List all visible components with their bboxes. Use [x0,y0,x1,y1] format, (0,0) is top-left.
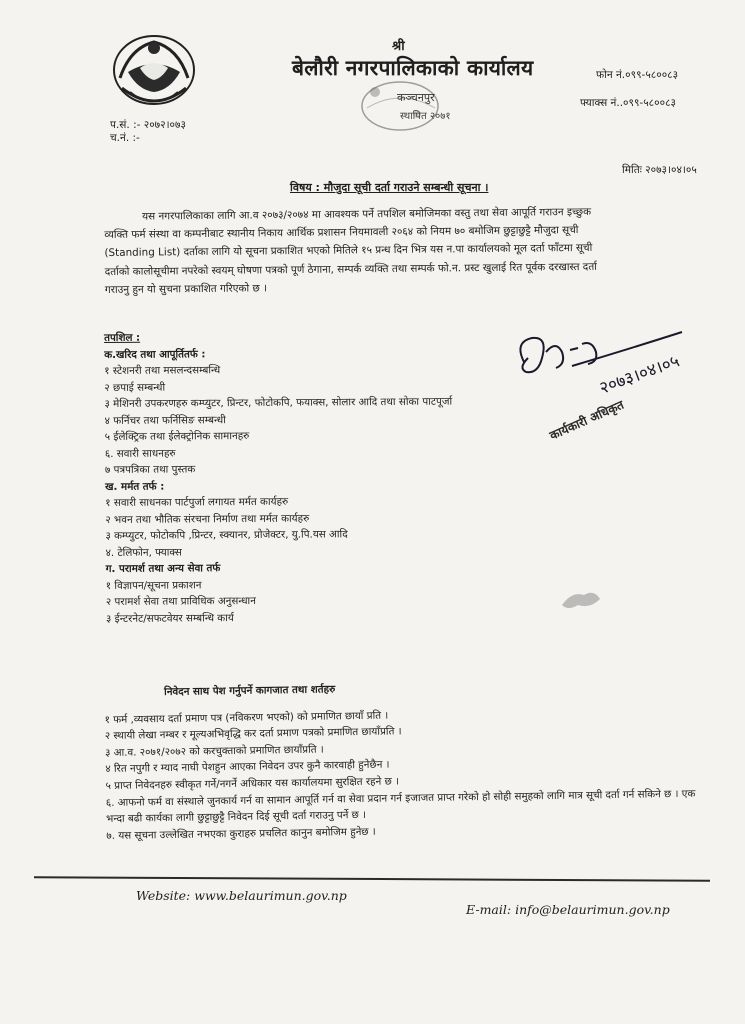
list-item: ३ मेशिनरी उपकरणहरु कम्प्युटर, प्रिन्टर, फोटोकपि, फयाक्स, सोलार आदि तथा सोका पाटपूर्जा [104,395,453,410]
established-year: स्थापित २०७१ [400,111,451,122]
body-line: (Standing List) दर्ताका लागि यो सूचना प्रकाशित भएको मितिले १५ प्रन्ध दिन भित्र यस न.पा कार्यालयको मूल दर्ता फाँटमा सूची [104,242,593,260]
website-link[interactable]: Website: www.belaurimun.gov.np [136,888,347,903]
notice-subject: विषय : मौजुदा सूची दर्ता गराउने सम्बन्धी सूचना । [290,181,489,194]
body-line: व्यक्ति फर्म संस्था वा कम्पनीबाट स्थानीय निकाय आर्थिक प्रशासन नियमावली २०६४ को नियम ७० बमोजिम छुट्टाछुट्टै मौजुदा सूची [104,224,579,242]
office-title: बेलौरी नगरपालिकाको कार्यालय [292,56,534,80]
email-link[interactable]: E-mail: info@belaurimun.gov.np [466,902,670,917]
shree-heading: श्री [392,39,405,54]
condition-item: ३ आ.व. २०७१/२०७२ को करचुक्ताको प्रमाणित छायाँप्रति । [104,743,324,759]
list-item: ४. टेलिफोन, फ्याक्स [105,545,182,559]
office-seal-stamp [355,78,445,133]
section-ga-heading: ग. परामर्श तथा अन्य सेवा तर्फ [105,562,221,575]
condition-item: ६. आफनो फर्म वा संस्थाले जुनकार्य गर्न वा सामान आपूर्ति गर्न वा सेवा प्रदान गर्न इजाजत प्राप्त गरेको हो सोही समुहको लागि मात्र सूची दर्ता गर्न सकिने छ । एक भन्दा बढी कार्यका लागी छुट्टाछुट्टै निवेदन दिई सूची दर्ता गराउनु पर्ने छ । [105,787,696,826]
ink-smudge [560,585,602,613]
list-item: १ सवारी साधनका पार्टपुर्जा लगायत मर्मत कार्यहरु [105,495,289,509]
signature-date: २०७३।०४।०५ [596,351,683,399]
body-line: गराउनु हुन यो सुचना प्रकाशित गरिएको छ । [104,282,268,296]
list-item: ७ पत्रपत्रिका तथा पुस्तक [104,463,196,476]
conditions-heading: निवेदन साथ पेश गर्नुपर्ने कागजात तथा शर्तहरु [164,683,336,699]
district-name: कञ्चनपुर [397,91,435,104]
list-item: ४ फर्निचर तथा फर्निसिङ सम्बन्धी [104,413,226,427]
list-item: ५ ईलेक्ट्रिक तथा ईलेक्ट्रोनिक सामानहरु [104,429,250,443]
condition-item: ५ प्राप्त निवेदनहरु स्वीकृत गर्ने/नगर्ने अधिकार यस कार्यालयमा सुरक्षित रहने छ । [105,775,400,792]
section-kha-heading: ख. मर्मत तर्फ : [105,480,165,493]
tapsil-heading: तपशिल : [104,331,141,344]
condition-item: ४ रित नपुगी र म्याद नाघी पेशहुन आएका निवेदन उपर कुनै कारवाही हुनेछैन । [105,758,390,776]
list-item: २ भवन तथा भौतिक संरचना निर्माण तथा मर्मत कार्यहरु [105,512,310,526]
list-item: ३ ईन्टरनेट/सफटवेयर सम्बन्धि कार्य [105,611,234,625]
conditions-list [104,676,706,845]
tapsil-list [104,327,566,627]
fax-number: फ्याक्स नं..०९९-५८००८३ [580,97,676,109]
list-item: ६. सवारी साधनहरु [104,447,176,460]
dispatch-number: च.नं. :- [110,132,140,144]
letter-number: प.सं. :- २०७२।०७३ [110,119,186,131]
body-line: दर्ताको कालोसूचीमा नपरेको स्वयम् घोषणा पत्रको पूर्ण ठेगाना, सम्पर्क व्यक्ति तथा सम्पर्क फो.न. प्रस्ट खुलाई रित पूर्वक दरखास्त दर्ता [104,260,597,278]
officer-title-stamp: कार्यकारी अधिकृत [547,397,626,443]
condition-item: ७. यस सूचना उल्लेखित नभएका कुराहरु प्रचलित कानुन बमोजिम हुनेछ । [106,825,376,842]
body-line: यस नगरपालिकाका लागि आ.व २०७३/२०७४ मा आवश्यक पर्ने तपशिल बमोजिमका वस्तु तथा सेवा आपूर्ति गराउन इच्छुक [142,205,592,223]
list-item: ३ कम्प्युटर, फोटोकपि ,प्रिन्टर, स्क्यानर, प्रोजेक्टर, यु.पि.यस आदि [105,528,348,542]
list-item: २ छपाई सम्बन्धी [104,381,166,394]
condition-item: २ स्थायी लेखा नम्बर र मूल्यअभिवृद्धि कर दर्ता प्रमाण पत्रको प्रमाणित छायाँप्रति । [104,725,402,743]
list-item: १ स्टेशनरी तथा मसलन्दसम्बन्धि [104,364,221,377]
notice-date: मितिः २०७३।०४।०५ [622,164,697,176]
list-item: २ परामर्श सेवा तथा प्राविधिक अनुसन्धान [105,594,256,608]
section-ka-heading: क.खरिद तथा आपूर्तितर्फ : [104,347,206,361]
list-item: १ विज्ञापन/सूचना प्रकाशन [105,578,202,592]
footer-divider [34,876,710,882]
notice-body [104,202,715,299]
officer-signature [512,322,712,452]
nepal-emblem-icon [110,28,198,108]
condition-item: १ फर्म ,व्यवसाय दर्ता प्रमाण पत्र (नविकरण भएको) को प्रमाणित छायाँ प्रति । [104,709,389,726]
phone-number: फोन नं.०९९-५८००८३ [596,69,679,81]
